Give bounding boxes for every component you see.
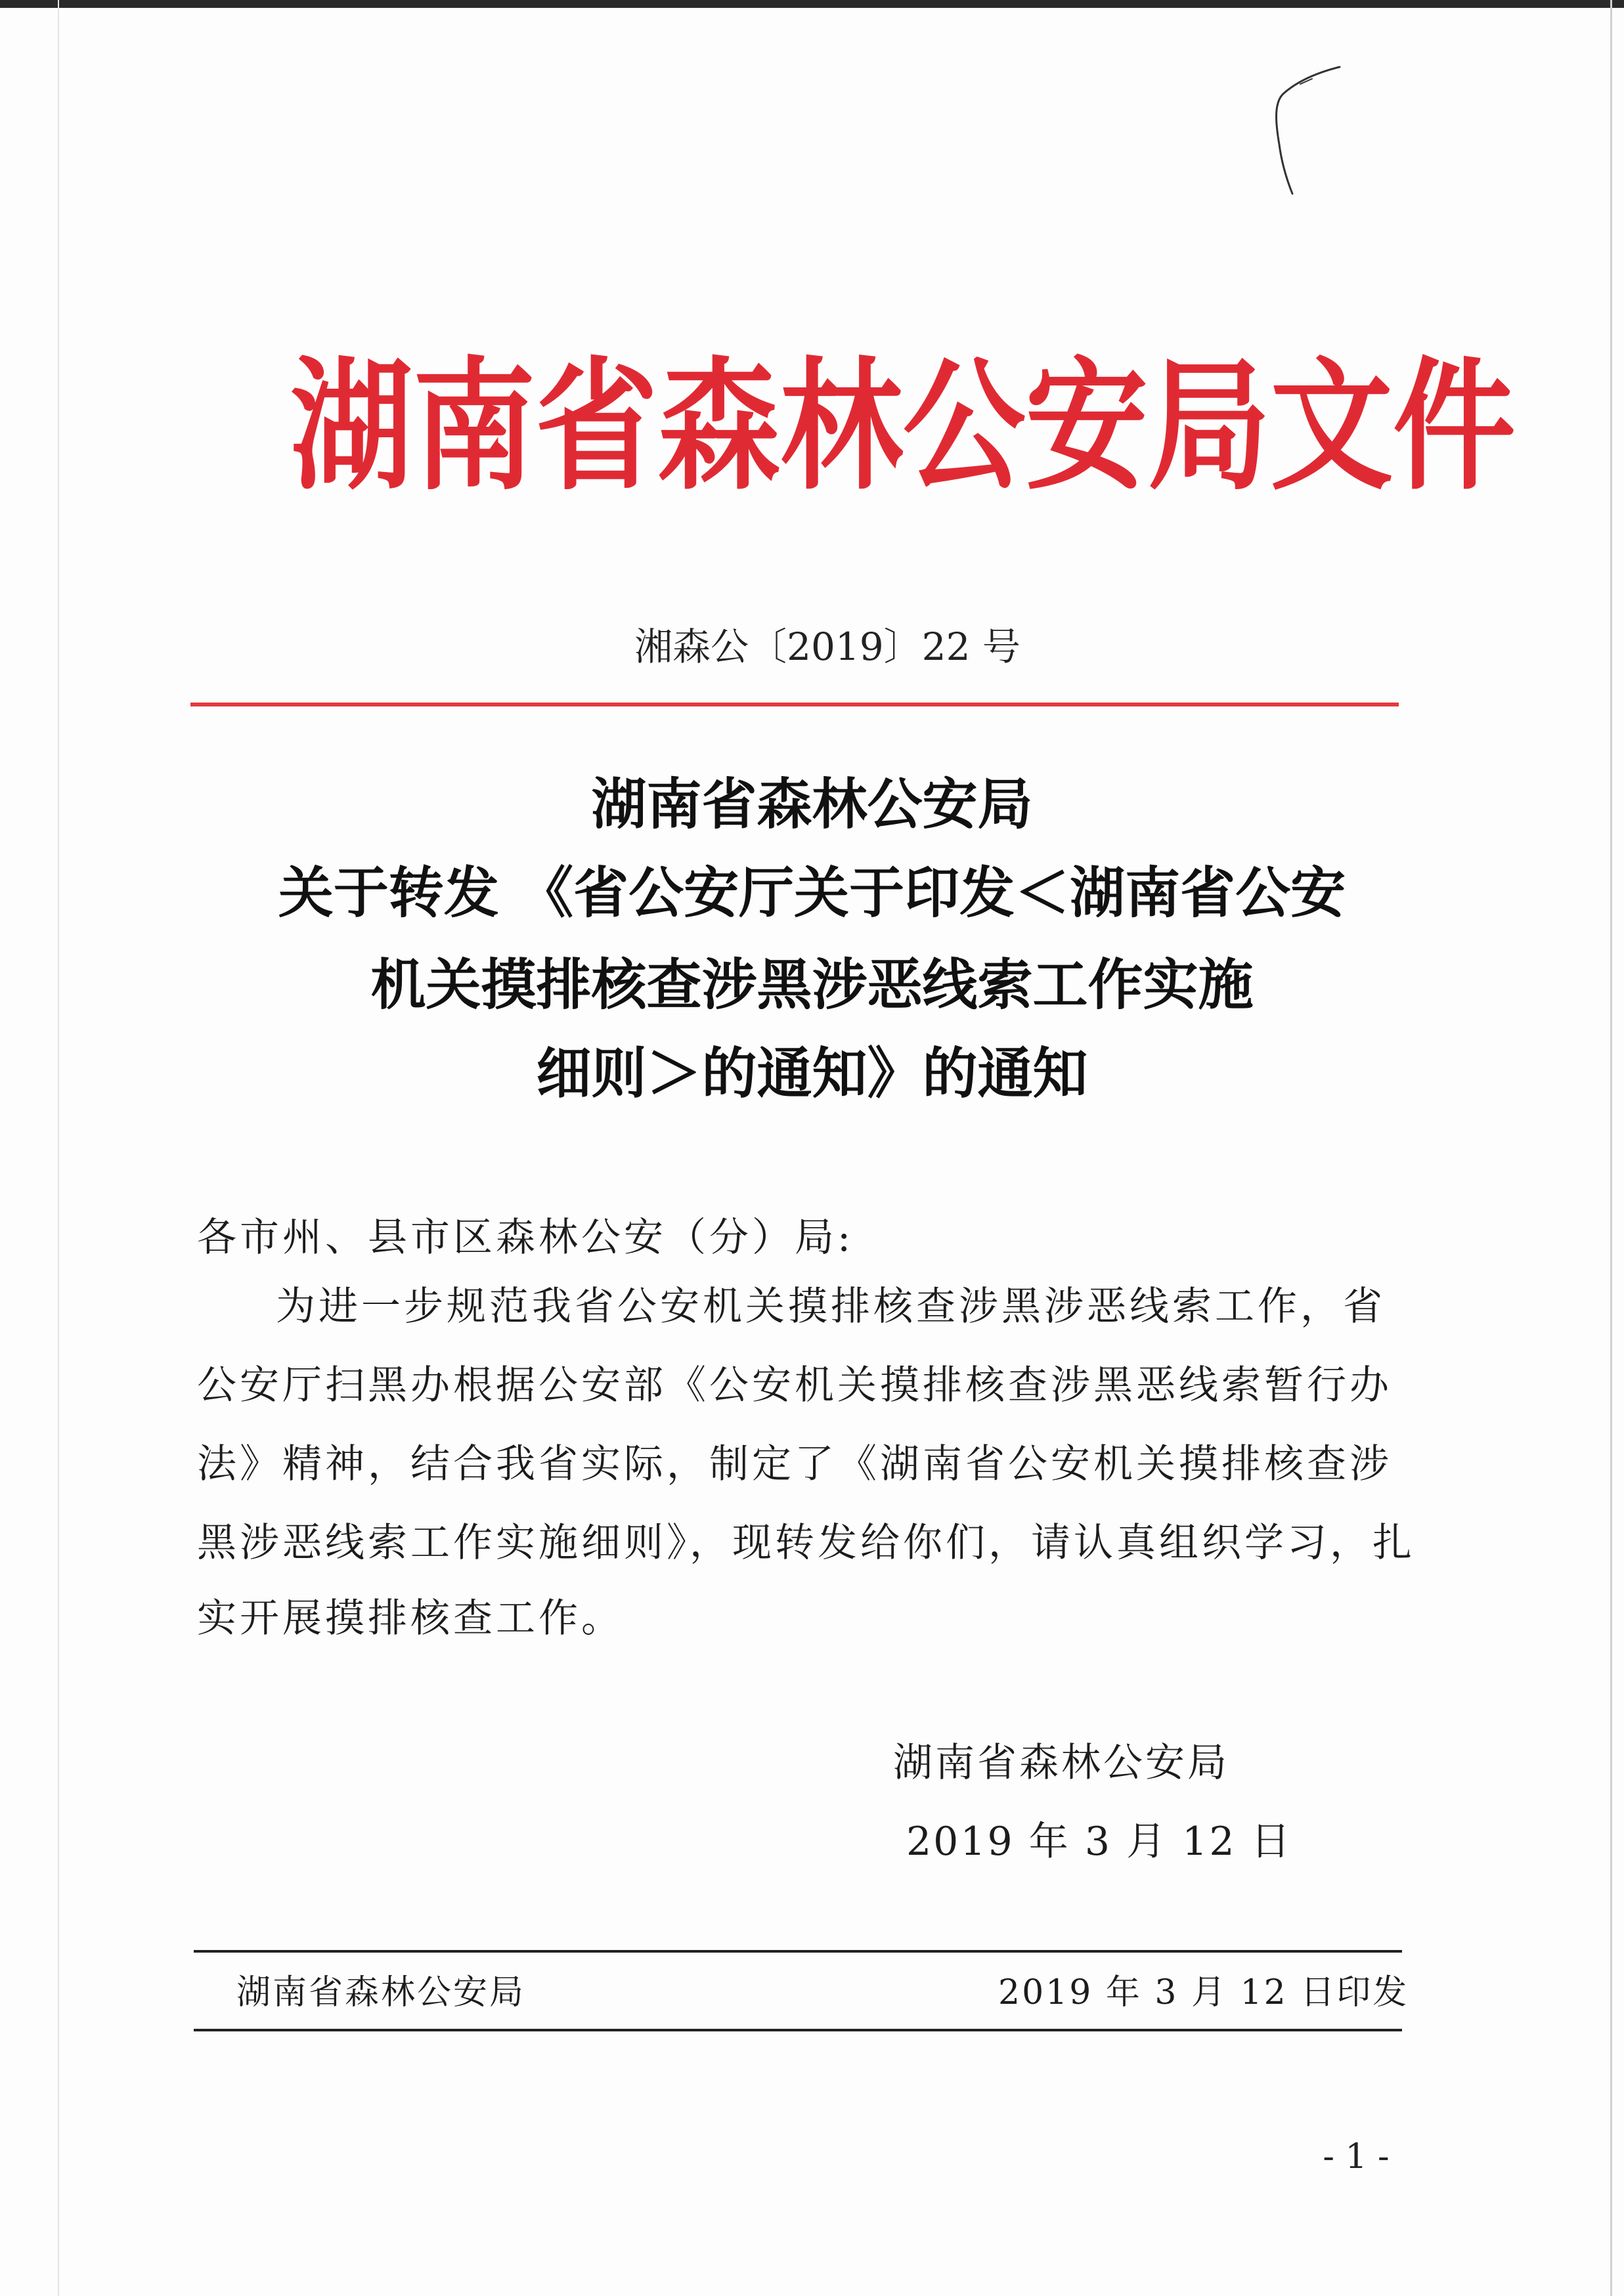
title-line-1: 湖南省森林公安局: [591, 771, 1033, 836]
title-line-2: 关于转发 《省公安厅关于印发＜湖南省公安: [278, 860, 1346, 925]
body-line-5: 实开展摸排核查工作。: [197, 1595, 624, 1641]
body-line-4: 黑涉恶线索工作实施细则》，现转发给你们，请认真组织学习，扎: [197, 1520, 1415, 1566]
handwritten-pen-mark: [1261, 59, 1346, 204]
footer-rule-bottom: [194, 2029, 1402, 2031]
signature-date: 2019 年 3 月 12 日: [906, 1819, 1292, 1865]
body-line-1: 为进一步规范我省公安机关摸排核查涉黑涉恶线索工作，省: [276, 1284, 1386, 1330]
page-number: - 1 -: [1323, 2137, 1390, 2177]
body-line-2: 公安厅扫黑办根据公安部《公安机关摸排核查涉黑恶线索暂行办: [197, 1362, 1392, 1408]
scan-edge-top: [0, 0, 1624, 8]
scan-fold-line-left: [58, 0, 59, 2296]
title-line-4: 细则＞的通知》的通知: [536, 1041, 1088, 1106]
scan-edge-right: [1610, 0, 1612, 2296]
footer-issue-date: 2019 年 3 月 12 日印发: [998, 1973, 1409, 2012]
signature-organization: 湖南省森林公安局: [893, 1740, 1229, 1786]
red-header-title: 湖南省森林公安局文件: [290, 343, 1516, 509]
red-separator-line: [190, 703, 1399, 706]
document-number: 湘森公〔2019〕22 号: [634, 624, 1020, 669]
title-line-3: 机关摸排核查涉黑涉恶线索工作实施: [370, 952, 1254, 1017]
footer-rule-top: [194, 1950, 1402, 1953]
salutation: 各市州、县市区森林公安（分）局:: [197, 1215, 854, 1261]
body-line-3: 法》精神，结合我省实际，制定了《湖南省公安机关摸排核查涉: [197, 1441, 1392, 1487]
footer-issuer: 湖南省森林公安局: [236, 1973, 526, 2012]
